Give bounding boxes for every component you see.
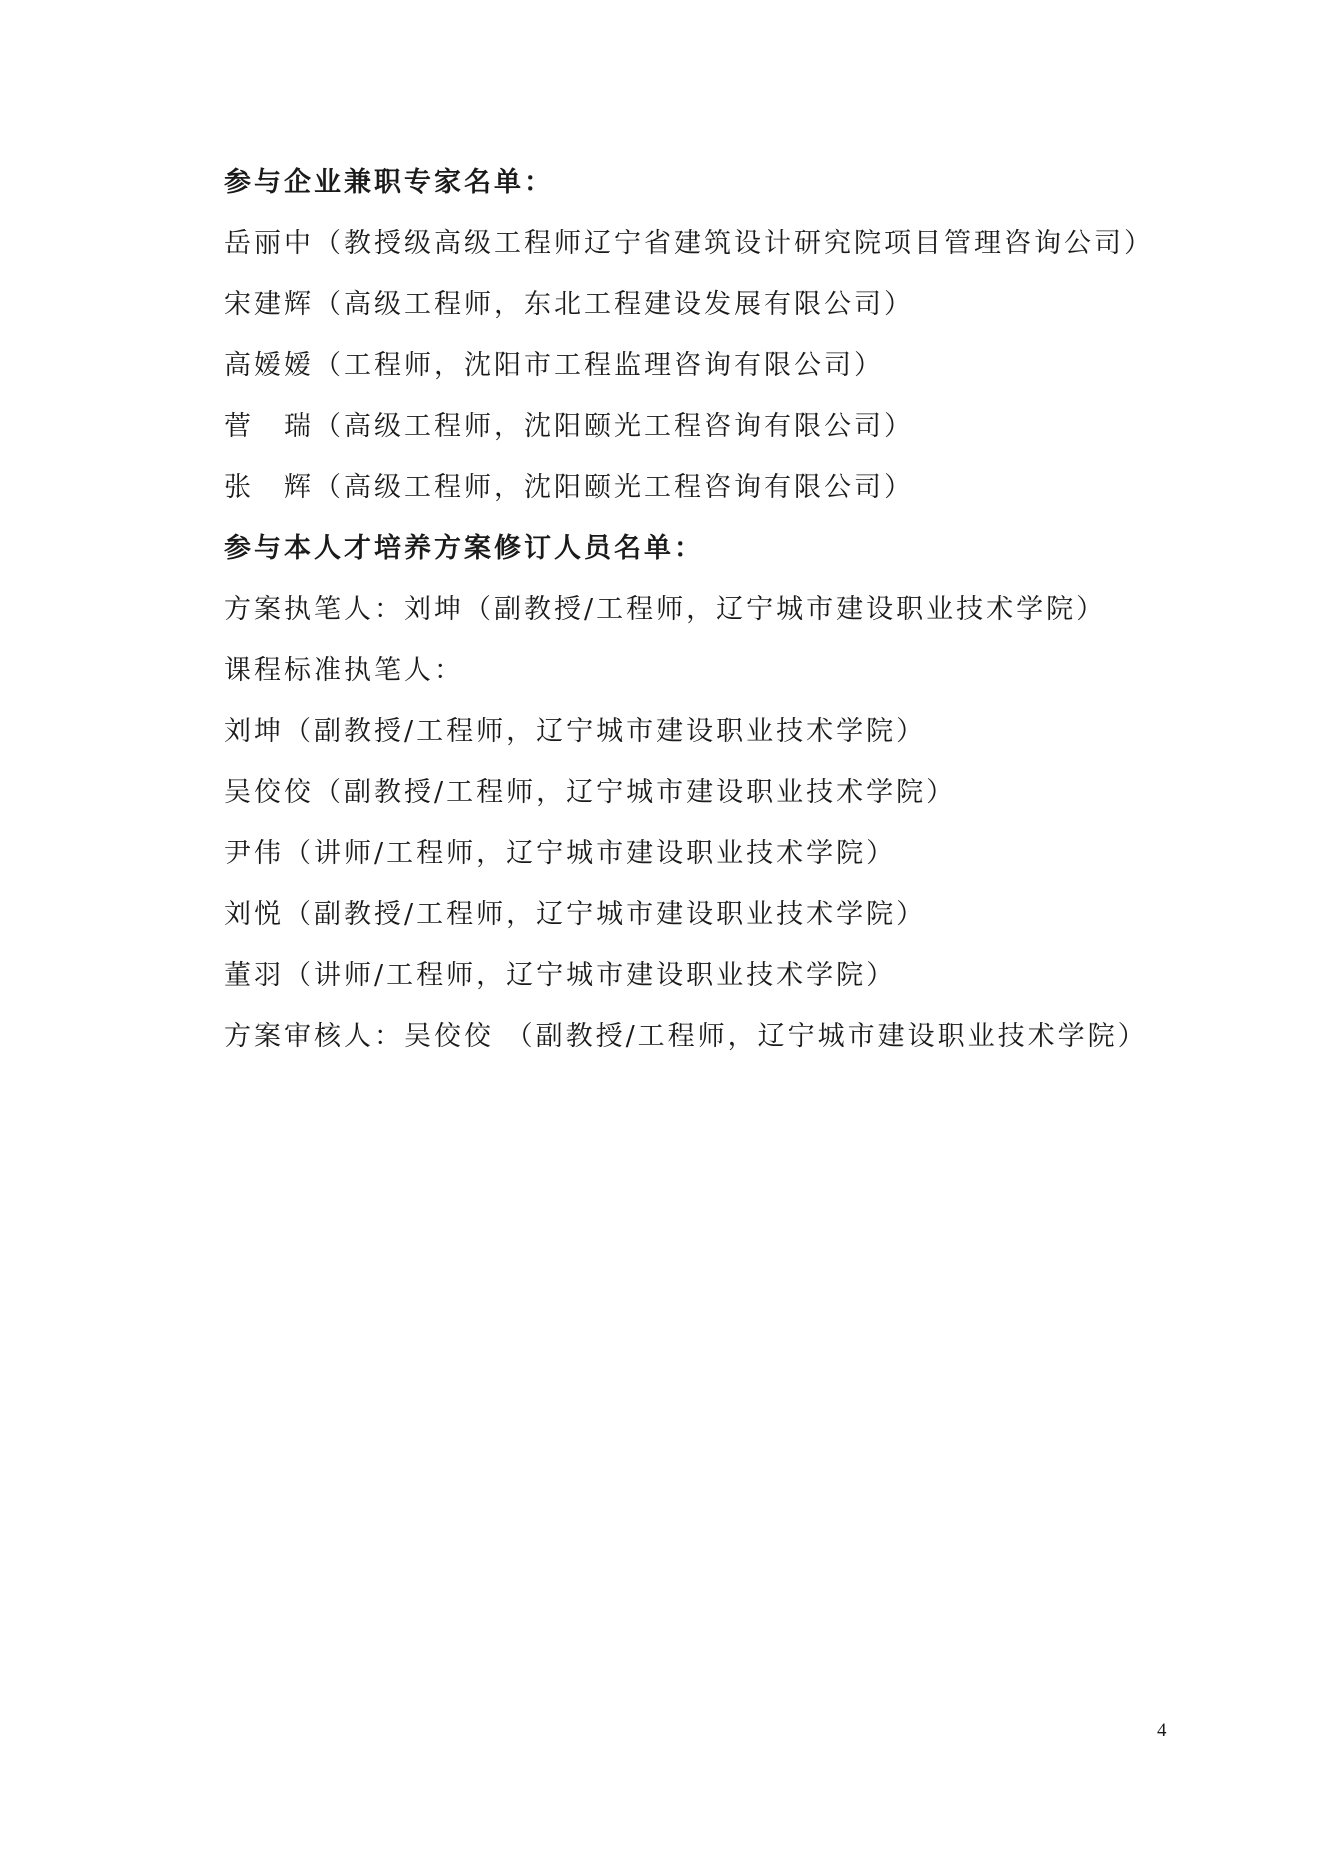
expert-line: 菅 瑞（高级工程师，沈阳颐光工程咨询有限公司） [224, 411, 914, 442]
reviser-line: 方案执笔人：刘坤（副教授/工程师，辽宁城市建设职业技术学院） [224, 594, 1107, 625]
expert-line: 宋建辉（高级工程师，东北工程建设发展有限公司） [224, 289, 914, 320]
reviser-line: 吴佼佼（副教授/工程师，辽宁城市建设职业技术学院） [224, 777, 957, 808]
revisers-heading: 参与本人才培养方案修订人员名单： [224, 533, 704, 564]
page-content [224, 152, 1184, 1067]
page-number: 4 [1157, 1720, 1167, 1741]
reviser-line: 方案审核人：吴佼佼 （副教授/工程师，辽宁城市建设职业技术学院） [224, 1021, 1148, 1052]
expert-line: 岳丽中（教授级高级工程师辽宁省建筑设计研究院项目管理咨询公司） [224, 228, 1154, 259]
expert-line: 高嫒嫒（工程师，沈阳市工程监理咨询有限公司） [224, 350, 884, 381]
reviser-line: 刘坤（副教授/工程师，辽宁城市建设职业技术学院） [224, 716, 927, 747]
reviser-line: 课程标准执笔人： [224, 655, 464, 686]
reviser-line: 董羽（讲师/工程师，辽宁城市建设职业技术学院） [224, 960, 897, 991]
experts-heading: 参与企业兼职专家名单： [224, 167, 554, 198]
reviser-line: 刘悦（副教授/工程师，辽宁城市建设职业技术学院） [224, 899, 927, 930]
expert-line: 张 辉（高级工程师，沈阳颐光工程咨询有限公司） [224, 472, 914, 503]
reviser-line: 尹伟（讲师/工程师，辽宁城市建设职业技术学院） [224, 838, 897, 869]
